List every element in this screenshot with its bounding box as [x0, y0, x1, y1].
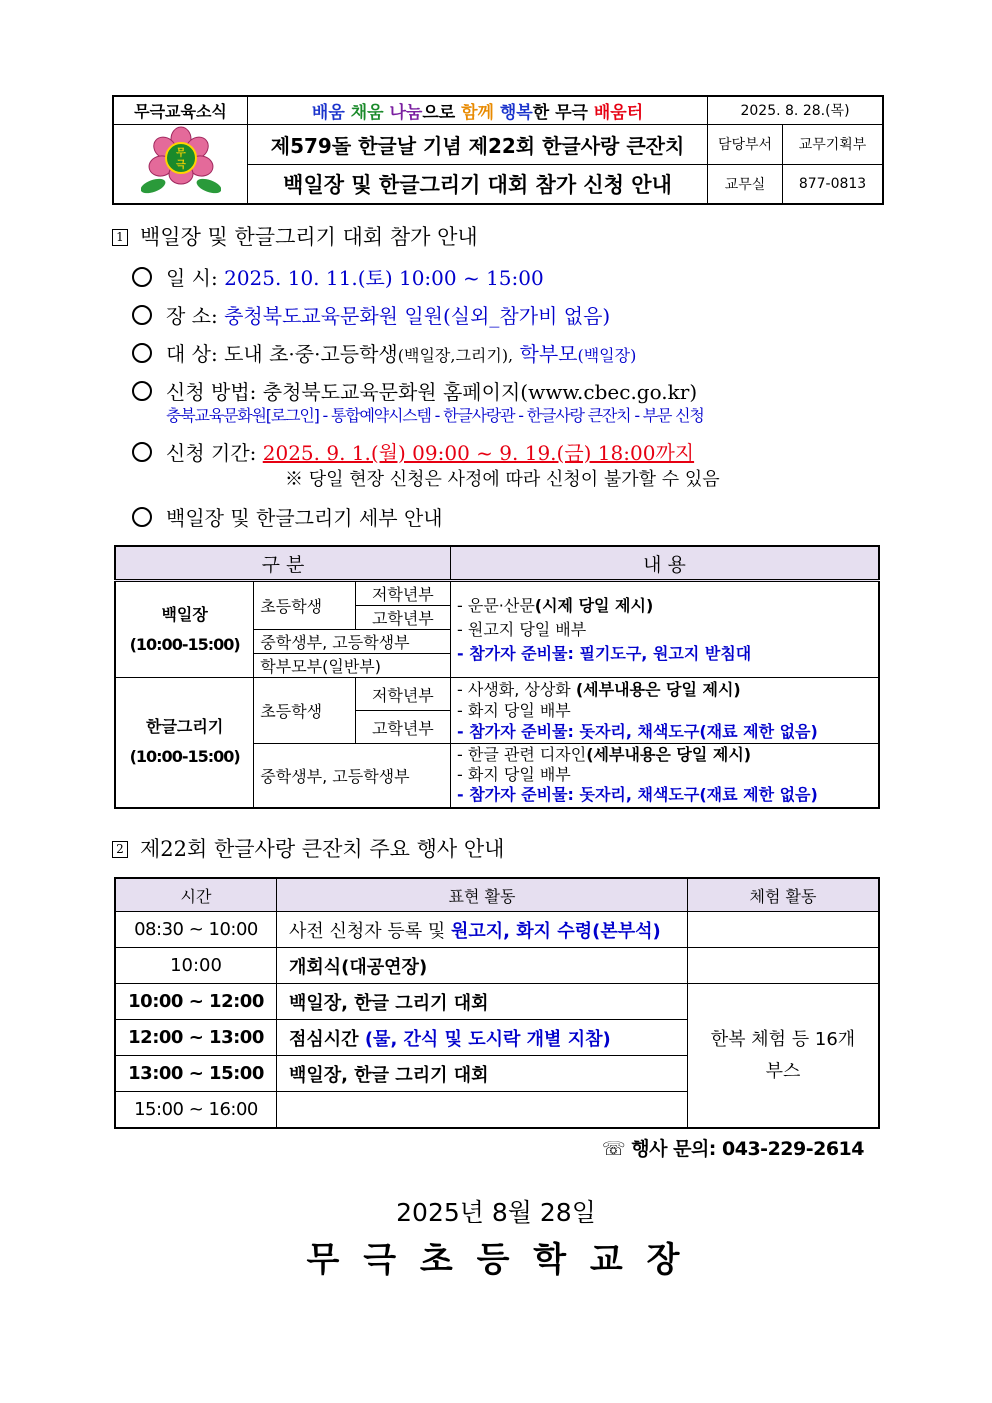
target-line	[132, 338, 636, 367]
b-item1-bold: (시제 당일 제시)	[534, 595, 654, 615]
section1-title: 백일장 및 한글그리기 대회 참가 안내	[140, 225, 478, 249]
slogan-part: 으로	[422, 102, 462, 123]
d-upper: 고학년부	[355, 711, 450, 744]
slogan-part: 나눔	[389, 102, 423, 123]
drawing-label: 한글그리기	[146, 717, 224, 737]
row4-activity	[277, 1020, 688, 1056]
date-label: 일 시:	[166, 266, 218, 290]
circle-bullet-icon	[132, 442, 152, 462]
row1-activity-b: 원고지, 화지 수령(본부석)	[451, 920, 661, 942]
target-value: 도내 초·중·고등학생	[224, 342, 398, 366]
header-table	[112, 95, 884, 205]
section2-title: 제22회 한글사랑 큰잔치 주요 행사 안내	[140, 837, 505, 861]
place-value: 충청북도교육문화원 일원(실외_참가비 없음)	[224, 304, 611, 328]
contact-info: ☏ 행사 문의: 043-229-2614	[601, 1138, 864, 1160]
svg-text:극: 극	[175, 159, 186, 171]
experience-cell: 한복 체험 등 16개 부스	[688, 984, 880, 1129]
circle-bullet-icon	[132, 507, 152, 527]
circle-bullet-icon	[132, 305, 152, 325]
footer-signature: 무 극 초 등 학 교 장	[306, 1240, 686, 1280]
b-upper: 고학년부	[355, 606, 450, 630]
d-mh-item2: - 화지 당일 배부	[457, 765, 571, 785]
section2-number: 2	[112, 841, 128, 858]
slogan	[248, 96, 708, 124]
slogan-part: 배움터	[593, 102, 644, 123]
issue-date: 2025. 8. 28.(목)	[708, 96, 883, 124]
row5-time: 13:00 ~ 15:00	[115, 1056, 277, 1092]
d-mh-content	[451, 744, 880, 808]
org-name: 무극교육소식	[113, 96, 248, 124]
row1-activity-a: 사전 신청자 등록 및	[289, 920, 451, 942]
row3-activity: 백일장, 한글 그리기 대회	[277, 984, 688, 1020]
baekiljang-time: (10:00-15:00)	[129, 634, 240, 654]
period-value: 2025. 9. 1.(월) 09:00 ~ 9. 19.(금) 18:00까지	[262, 441, 695, 465]
section1-number: 1	[112, 229, 128, 246]
office-label: 교무실	[708, 164, 783, 204]
circle-bullet-icon	[132, 343, 152, 363]
d-mh-item1: - 한글 관련 디자인	[457, 745, 587, 765]
detail-title: 백일장 및 한글그리기 세부 안내	[166, 506, 443, 530]
d-mh-item1-bold: (세부내용은 당일 제시)	[586, 745, 752, 765]
target-label: 대 상:	[166, 342, 218, 366]
apply-line	[132, 376, 697, 405]
apply-value: 충청북도교육문화원 홈페이지(www.cbec.go.kr)	[262, 380, 698, 404]
row4-activity-a: 점심시간	[289, 1028, 365, 1050]
b-elementary: 초등학생	[254, 581, 355, 630]
dept-value: 교무기획부	[783, 124, 883, 164]
row2-time: 10:00	[115, 948, 277, 984]
d-elem-item1-bold: (세부내용은 당일 제시)	[575, 680, 741, 699]
b-item2: - 원고지 당일 배부	[457, 619, 587, 639]
row1-time: 08:30 ~ 10:00	[115, 912, 277, 948]
dept-label: 담당부서	[708, 124, 783, 164]
slogan-part: 행복	[499, 102, 533, 123]
head-activity: 표현 활동	[277, 878, 688, 912]
slogan-part: 함께	[461, 102, 494, 123]
row3-time: 10:00 ~ 12:00	[115, 984, 277, 1020]
period-note: ※ 당일 현장 신청은 사정에 따라 신청이 불가할 수 있음	[285, 469, 720, 490]
baekiljang-label: 백일장	[161, 604, 208, 624]
slogan-part: 배움	[311, 102, 345, 123]
row6-activity	[277, 1092, 688, 1129]
baekiljang-cell	[115, 581, 254, 678]
detail-head-right: 내 용	[451, 546, 880, 581]
slogan-part: 채움	[350, 102, 384, 123]
period-line	[132, 437, 694, 466]
head-time: 시간	[115, 878, 277, 912]
place-label: 장 소:	[166, 304, 218, 328]
period-label: 신청 기간:	[166, 441, 257, 465]
b-item3: - 참가자 준비물: 필기도구, 원고지 받침대	[457, 643, 752, 663]
row1-activity	[277, 912, 688, 948]
d-middle-high: 중학생부, 고등학생부	[254, 744, 451, 808]
circle-bullet-icon	[132, 267, 152, 287]
logo-text: 무	[175, 147, 186, 159]
apply-label: 신청 방법:	[166, 380, 257, 404]
target-extra: 학부모	[519, 342, 578, 366]
d-elem-item2: - 화지 당일 배부	[457, 701, 571, 720]
title-line2: 백일장 및 한글그리기 대회 참가 신청 안내	[248, 164, 708, 204]
d-elem-item1: - 사생화, 상상화	[457, 680, 576, 699]
row1-experience	[688, 912, 880, 948]
head-experience: 체험 활동	[688, 878, 880, 912]
place-line	[132, 300, 610, 329]
detail-table	[114, 545, 880, 809]
row4-activity-b: (물, 간식 및 도시락 개별 지참)	[364, 1028, 611, 1050]
row5-activity: 백일장, 한글 그리기 대회	[277, 1056, 688, 1092]
detail-heading	[132, 502, 443, 531]
section2-heading	[112, 833, 504, 863]
b-lower: 저학년부	[355, 581, 450, 606]
target-extra-note: (백일장)	[577, 346, 637, 365]
d-elem-item3: - 참가자 준비물: 돗자리, 채색도구(재료 제한 없음)	[457, 722, 818, 741]
schedule-table	[114, 877, 880, 1129]
section1-heading	[112, 221, 478, 251]
d-lower: 저학년부	[355, 678, 450, 711]
row2-activity: 개회식(대공연장)	[277, 948, 688, 984]
footer-date: 2025년 8월 28일	[396, 1198, 596, 1227]
school-logo	[113, 124, 248, 204]
d-elementary: 초등학생	[254, 678, 355, 744]
row6-time: 15:00 ~ 16:00	[115, 1092, 277, 1129]
b-content	[451, 581, 880, 678]
slogan-part: 한 무극	[532, 102, 594, 123]
apply-path: 충북교육문화원[로그인] - 통합예약시스템 - 한글사랑관 - 한글사랑 큰잔치 - 부문 신청	[166, 406, 704, 425]
b-item1: - 운문·산문	[457, 595, 535, 615]
drawing-cell	[115, 678, 254, 808]
d-mh-item3: - 참가자 준비물: 돗자리, 채색도구(재료 제한 없음)	[457, 785, 818, 805]
title-line1: 제579돌 한글날 기념 제22회 한글사랑 큰잔치	[248, 124, 708, 164]
b-parents: 학부모부(일반부)	[254, 654, 451, 678]
date-line	[132, 262, 544, 291]
target-note: (백일장,그리기),	[397, 346, 514, 365]
b-middle-high: 중학생부, 고등학생부	[254, 630, 451, 654]
row2-experience	[688, 948, 880, 984]
drawing-time: (10:00-15:00)	[129, 747, 240, 767]
d-elem-content	[451, 678, 880, 744]
circle-bullet-icon	[132, 381, 152, 401]
office-phone: 877-0813	[783, 164, 883, 204]
flower-logo-icon	[141, 126, 221, 198]
date-value: 2025. 10. 11.(토) 10:00 ~ 15:00	[224, 266, 544, 290]
detail-head-left: 구 분	[115, 546, 451, 581]
row4-time: 12:00 ~ 13:00	[115, 1020, 277, 1056]
